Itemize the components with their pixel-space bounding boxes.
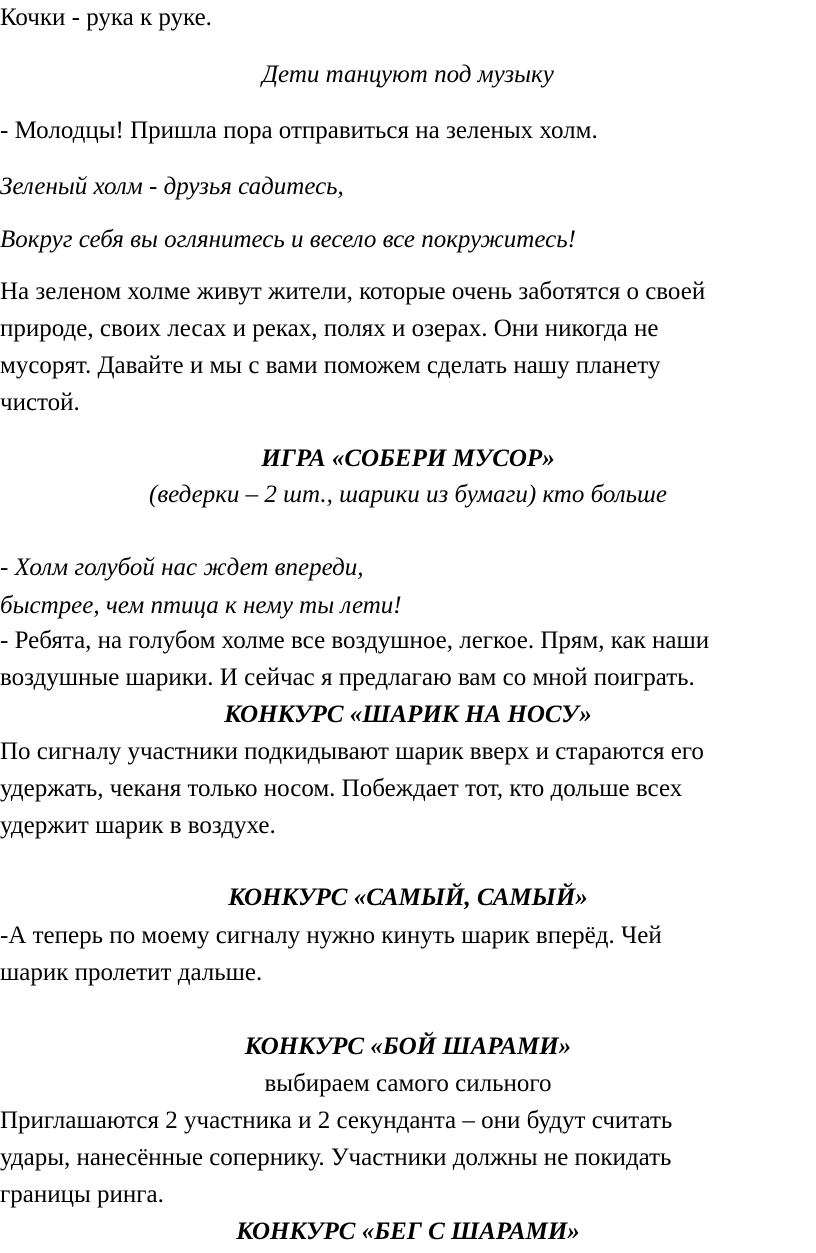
blue-hill-verse-2: быстрее, чем птица к нему ты лети! [0,592,402,619]
contest-ball-nose-paragraph-line: удержать, чеканя только носом. Побеждает тот, кто дольше всех [0,775,683,802]
contest-ball-fight-paragraph-line: границы ринга. [0,1181,164,1208]
game-collect-trash-subtitle: (ведерки – 2 шт., шарики из бумаги) кто больше [149,481,667,508]
blue-hill-paragraph-line: - Ребята, на голубом холме все воздушное, легкое. Прям, как наши [0,627,710,654]
verse-text: Холм голубой нас ждет впереди, [8,554,364,581]
game-collect-trash-title: ИГРА «СОБЕРИ МУСОР» [261,445,555,472]
green-hill-transition: - Молодцы! Пришла пора отправиться на зеленых холм. [0,117,598,144]
green-hill-paragraph-line: мусорят. Давайте и мы с вами поможем сделать нашу планету [0,352,661,379]
contest-ball-nose-paragraph-line: удержит шарик в воздухе. [0,812,276,839]
contest-ball-fight-title: КОНКУРС «БОЙ ШАРАМИ» [244,1033,572,1060]
green-hill-paragraph-line: чистой. [0,389,80,416]
contest-ball-fight-paragraph-line: удары, нанесённые сопернику. Участники должны не покидать [0,1144,672,1171]
green-hill-paragraph-line: природе, своих лесах и реках, полях и озерах. Они никогда не [0,315,659,342]
contest-ball-nose-paragraph-line: По сигналу участники подкидывают шарик вверх и стараются его [0,738,704,765]
intro-line: Кочки - рука к руке. [0,4,212,31]
green-hill-verse-1: Зеленый холм - друзья садитесь, [0,173,344,200]
verse-dash: - [0,554,9,581]
green-hill-verse-2: Вокруг себя вы оглянитесь и весело все покружитесь! [0,226,576,253]
dance-note: Дети танцуют под музыку [262,61,554,88]
contest-most-title: КОНКУРС «САМЫЙ, САМЫЙ» [228,884,588,911]
contest-ball-run-title: КОНКУРС «БЕГ С ШАРАМИ» [236,1218,580,1245]
contest-ball-fight-paragraph-line: Приглашаются 2 участника и 2 секунданта – они будут считать [0,1107,673,1134]
contest-most-paragraph-line: -А теперь по моему сигналу нужно кинуть шарик вперёд. Чей [0,922,662,949]
contest-ball-fight-subtitle: выбираем самого сильного [264,1070,552,1097]
contest-most-paragraph-line: шарик пролетит дальше. [0,959,263,986]
blue-hill-paragraph-line: воздушные шарики. И сейчас я предлагаю вам со мной поиграть. [0,664,695,691]
blue-hill-verse-1 [0,550,363,585]
contest-ball-nose-title: КОНКУРС «ШАРИК НА НОСУ» [224,701,592,728]
green-hill-paragraph-line: На зеленом холме живут жители, которые очень заботятся о своей [0,278,706,305]
